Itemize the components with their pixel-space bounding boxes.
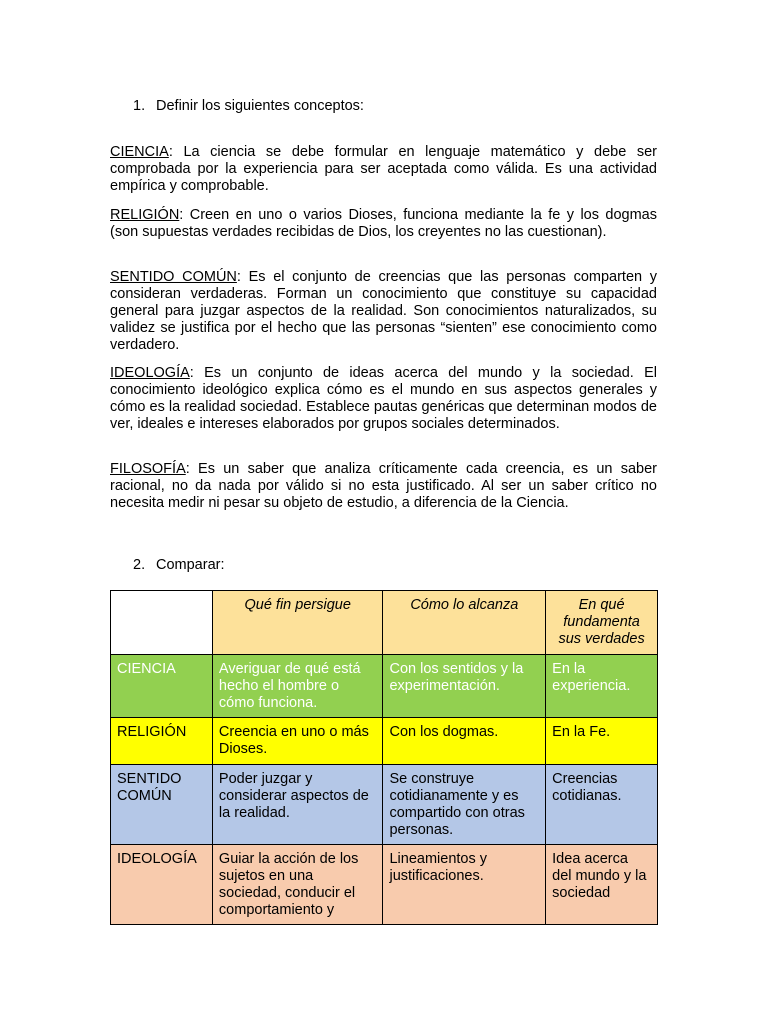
term-ciencia: CIENCIA bbox=[110, 144, 169, 160]
table-row-religion bbox=[111, 718, 658, 765]
term-religion: RELIGIÓN bbox=[110, 207, 180, 223]
cell-como: Se construye cotidianamente y es compartido con otras personas. bbox=[383, 765, 546, 845]
table-corner-cell bbox=[111, 591, 213, 655]
cell-fundamento: Idea acerca del mundo y la sociedad bbox=[546, 845, 658, 925]
header-como: Cómo lo alcanza bbox=[383, 591, 546, 655]
section-1-number: 1. bbox=[133, 98, 146, 114]
section-2-number: 2. bbox=[133, 557, 146, 573]
cell-como: Con los sentidos y la experimentación. bbox=[383, 655, 546, 718]
term-sentido-comun: SENTIDO COMÚN bbox=[110, 269, 237, 285]
row-label: SENTIDO COMÚN bbox=[111, 765, 213, 845]
section-2-heading bbox=[133, 557, 225, 573]
cell-fin: Guiar la acción de los sujetos en una sociedad, conducir el comportamiento y bbox=[212, 845, 383, 925]
table-row-sentido-comun bbox=[111, 765, 658, 845]
comparison-table bbox=[110, 590, 658, 925]
definition-text: : Es el conjunto de creencias que las personas comparten y consideran verdaderas. Forman un conocimiento que constituye su capacidad general para juzgar aspectos de la realidad. Son conocimientos naturalizados, su validez se justifica por el hecho que las personas “sienten” ese conocimiento como verdadero. bbox=[110, 269, 658, 353]
cell-fundamento: En la experiencia. bbox=[546, 655, 658, 718]
header-fundamento: En qué fundamenta sus verdades bbox=[546, 591, 658, 655]
term-ideologia: IDEOLOGÍA bbox=[110, 365, 190, 381]
definition-sentido-comun bbox=[110, 269, 657, 354]
definition-text: : Es un conjunto de ideas acerca del mundo y la sociedad. El conocimiento ideológico explica cómo es el mundo en sus aspectos generales y cómo es la realidad sociedad. Establece pautas genéricas que determinan modos de ver, ideales e intereses elaborados por grupos sociales determinados. bbox=[110, 365, 657, 432]
definition-text: : Es un saber que analiza críticamente cada creencia, es un saber racional, no da nada por válido si no esta justificado. Al ser un saber crítico no necesita medir ni pesar su objeto de estudio, a diferencia de la Ciencia. bbox=[110, 461, 657, 511]
table-header-row bbox=[111, 591, 658, 655]
cell-fin: Creencia en uno o más Dioses. bbox=[212, 718, 383, 765]
cell-fundamento: En la Fe. bbox=[546, 718, 658, 765]
definition-text: : La ciencia se debe formular en lenguaje matemático y debe ser comprobada por la experiencia para ser aceptada como válida. Es una actividad empírica y comprobable. bbox=[110, 144, 657, 194]
row-label: RELIGIÓN bbox=[111, 718, 213, 765]
definition-ciencia bbox=[110, 144, 657, 195]
definition-filosofia bbox=[110, 461, 657, 512]
header-fin: Qué fin persigue bbox=[212, 591, 383, 655]
cell-fin: Poder juzgar y considerar aspectos de la realidad. bbox=[212, 765, 383, 845]
section-2-title: Comparar: bbox=[156, 557, 225, 573]
cell-como: Lineamientos y justificaciones. bbox=[383, 845, 546, 925]
section-1-title: Definir los siguientes conceptos: bbox=[156, 98, 364, 114]
definition-ideologia bbox=[110, 365, 657, 433]
row-label: IDEOLOGÍA bbox=[111, 845, 213, 925]
cell-como: Con los dogmas. bbox=[383, 718, 546, 765]
table-row-ciencia bbox=[111, 655, 658, 718]
table-row-ideologia bbox=[111, 845, 658, 925]
definition-text: : Creen en uno o varios Dioses, funciona mediante la fe y los dogmas (son supuestas verdades recibidas de Dios, los creyentes no las cuestionan). bbox=[110, 207, 657, 240]
cell-fin: Averiguar de qué está hecho el hombre o cómo funciona. bbox=[212, 655, 383, 718]
row-label: CIENCIA bbox=[111, 655, 213, 718]
section-1-heading bbox=[133, 98, 364, 114]
term-filosofia: FILOSOFÍA bbox=[110, 461, 186, 477]
definition-religion bbox=[110, 207, 657, 241]
cell-fundamento: Creencias cotidianas. bbox=[546, 765, 658, 845]
